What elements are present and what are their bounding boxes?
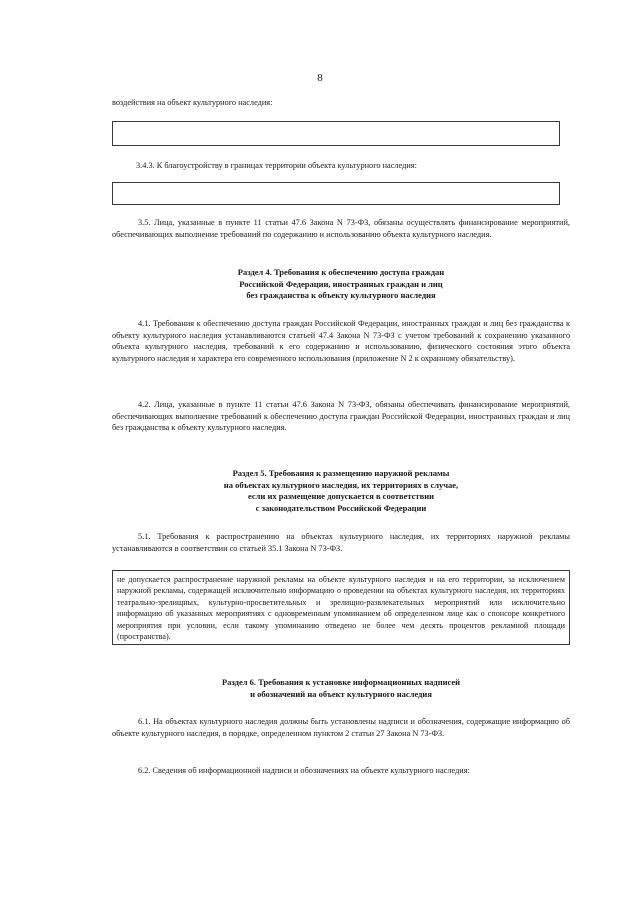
section-6-heading bbox=[112, 677, 570, 700]
paragraph-4-1: 4.1. Требования к обеспечению доступа граждан Российской Федерации, иностранных граждан и лиц без гражданства к объекту культурного наследия устанавливаются статьей 47.4 Закона N 73-ФЗ с учетом требований к сохранению указанного объекта культурного наследия, требований к его содержанию и использованию, физического состояния этого объекта культурного наследия и характера его современного использования (приложение N 2 к охранному обязательству). bbox=[112, 319, 570, 363]
intro-line: воздействия на объект культурного наследия: bbox=[112, 98, 273, 107]
section-4-heading bbox=[112, 267, 570, 302]
section-5-heading-line: Раздел 5. Требования к размещению наружной рекламы bbox=[232, 468, 450, 478]
section-5-heading bbox=[112, 468, 570, 514]
paragraph-4-2: 4.2. Лица, указанные в пункте 11 статьи 47.6 Закона N 73-ФЗ, обязаны обеспечивать финансирование мероприятий, обеспечивающих выполнение требований к обеспечению доступа граждан Российской Федерации, иностранных граждан и лиц без гражданства к объекту культурного наследия. bbox=[112, 400, 570, 433]
fill-in-box-impact[interactable] bbox=[112, 121, 560, 146]
section-4-heading-line: без гражданства к объекту культурного наследия bbox=[246, 290, 436, 300]
fill-in-box-landscaping[interactable] bbox=[112, 182, 560, 205]
section-6-heading-line: Раздел 6. Требования к установке информационных надписей bbox=[221, 677, 461, 687]
section-5-heading-line: если их размещение допускается в соответствии bbox=[248, 491, 434, 501]
section-6-heading-line: и обозначений на объект культурного наследия bbox=[250, 688, 432, 699]
section-5-heading-line: на объектах культурного наследия, их территориях в случае, bbox=[223, 479, 459, 490]
paragraph-5-1: 5.1. Требования к распространению на объектах культурного наследия, их территориях наружной рекламы устанавливаются в соответствии со статьей 35.1 Закона N 73-ФЗ. bbox=[112, 532, 570, 553]
page-number: 8 bbox=[317, 72, 323, 84]
paragraph-3-5: 3.5. Лица, указанные в пункте 11 статьи 47.6 Закона N 73-ФЗ, обязаны осуществлять финансирование мероприятий, обеспечивающих выполнение требований по содержанию и использованию объекта культурного наследия. bbox=[112, 218, 570, 239]
section-4-heading-line: Российской Федерации, иностранных граждан и лиц bbox=[239, 278, 443, 289]
paragraph-3-4-3: 3.4.3. К благоустройству в границах территории объекта культурного наследия: bbox=[136, 161, 417, 170]
section-4-heading-line: Раздел 4. Требования к обеспечению доступа граждан bbox=[237, 267, 445, 277]
paragraph-6-2: 6.2. Сведения об информационной надписи и обозначениях на объекте культурного наследия: bbox=[138, 766, 470, 775]
section-5-heading-line: с законодательством Российской Федерации bbox=[255, 502, 427, 513]
paragraph-6-1: 6.1. На объектах культурного наследия должны быть установлены надписи и обозначения, содержащие информацию об объекте культурного наследия, в порядке, определенном пунктом 2 статьи 27 Закона N 73-ФЗ. bbox=[112, 717, 570, 738]
advertising-restrictions-box: не допускается распространение наружной рекламы на объекте культурного наследия и на его территории, за исключением наружной рекламы, содержащей исключительно информацию о проведении на объектах культурного наследия, их территориях театрально-зрелищных, культурно-просветительных и зрелищно-развлекательных мероприятий или исключительно информацию об указанных мероприятиях с одновременным упоминанием об определенном лице как о спонсоре конкретного мероприятия при условии, если такому упоминанию отведено не более чем десять процентов рекламной площади (пространства). bbox=[112, 570, 570, 645]
